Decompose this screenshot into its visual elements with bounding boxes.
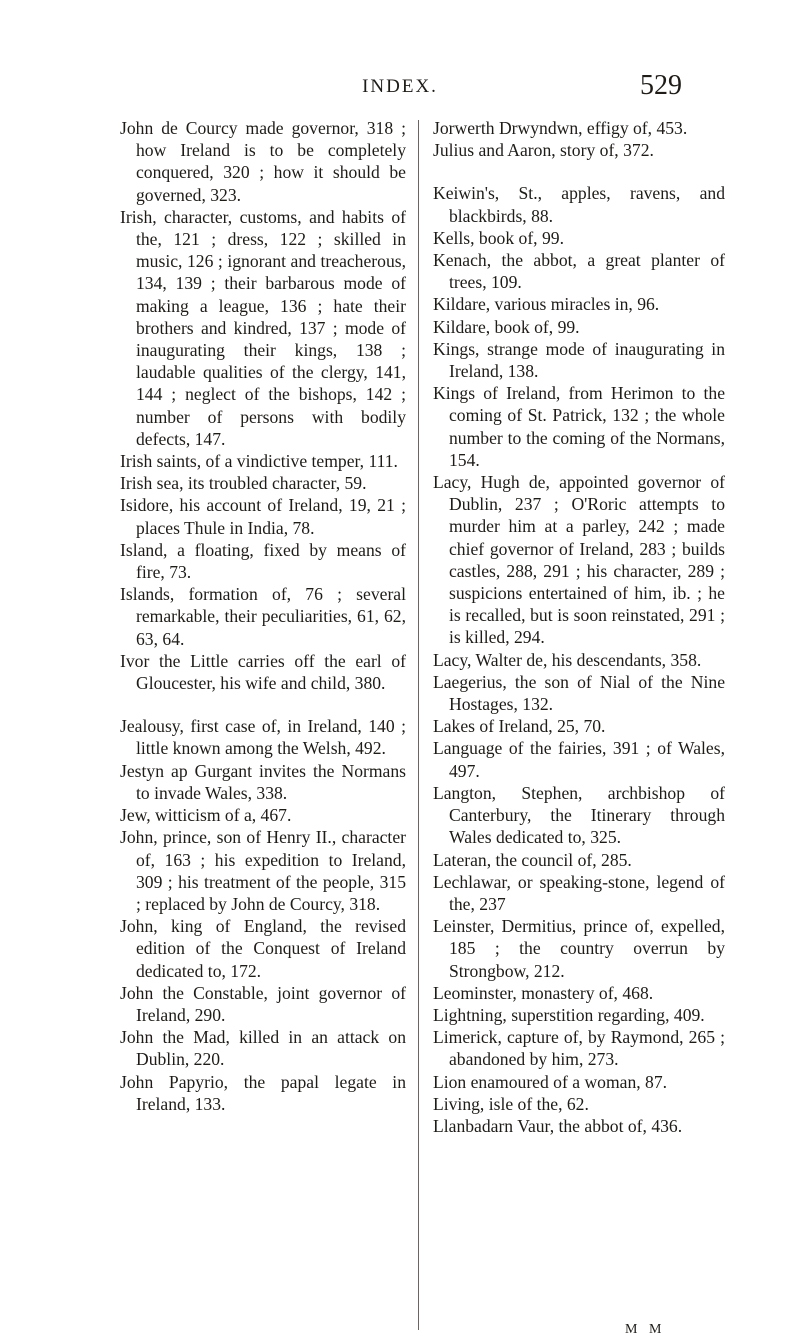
index-entry: John the Constable, joint governor of Ireland, 290. bbox=[120, 982, 406, 1025]
index-entry: Jealousy, first case of, in Ireland, 140 ; little known among the Welsh, 492. bbox=[120, 716, 406, 759]
index-entry: John de Courcy made governor, 318 ; how Ireland is to be completely conquered, 320 ; how it should be governed, 323. bbox=[120, 118, 406, 205]
column-divider bbox=[418, 120, 419, 1330]
index-entry: Limerick, capture of, by Raymond, 265 ; abandoned by him, 273. bbox=[433, 1027, 725, 1070]
signature-mark: M M bbox=[625, 1322, 666, 1337]
index-entry: Island, a floating, fixed by means of fire, 73. bbox=[120, 539, 406, 583]
index-entry: Lateran, the council of, 285. bbox=[433, 849, 632, 870]
index-entry: Ivor the Little carries off the earl of Gloucester, his wife and child, 380. bbox=[120, 650, 406, 694]
index-entry: Lacy, Walter de, his descendants, 358. bbox=[433, 649, 702, 670]
index-entry: Isidore, his account of Ireland, 19, 21 ; places Thule in India, 78. bbox=[120, 495, 406, 538]
index-entry: Lightning, superstition regarding, 409. bbox=[433, 1004, 705, 1025]
index-entry: Jestyn ap Gurgant invites the Normans to invade Wales, 338. bbox=[120, 760, 406, 803]
index-entry: Leinster, Dermitius, prince of, expelled, 185 ; the country overrun by Strongbow, 212. bbox=[433, 916, 725, 981]
index-entry: John, prince, son of Henry II., character of, 163 ; his expedition to Ireland, 309 ; his treatment of the people, 315 ; replaced by John de Courcy, 318. bbox=[120, 827, 406, 914]
index-entry: Kildare, book of, 99. bbox=[433, 316, 580, 337]
index-column-left bbox=[120, 117, 406, 1115]
index-entry: Language of the fairies, 391 ; of Wales, 497. bbox=[433, 738, 725, 781]
index-entry: Jorwerth Drwyndwn, effigy of, 453. bbox=[433, 118, 688, 138]
index-entry: Irish saints, of a vindictive temper, 111. bbox=[120, 451, 398, 472]
page-header bbox=[0, 70, 800, 110]
index-entry: Islands, formation of, 76 ; several remarkable, their peculiarities, 61, 62, 63, 64. bbox=[120, 584, 406, 649]
index-entry: Living, isle of the, 62. bbox=[433, 1093, 589, 1114]
index-entry: Lacy, Hugh de, appointed governor of Dublin, 237 ; O'Roric attempts to murder him at a parley, 242 ; made chief governor of Ireland, 283 ; builds castles, 288, 291 ; his character, 289 ; suspicions entertained of him, ib. ; he is recalled, but is soon reinstated, 291 ; is killed, 294. bbox=[433, 472, 725, 648]
index-entry: Irish sea, its troubled character, 59. bbox=[120, 473, 367, 494]
index-entry: John, king of England, the revised edition of the Conquest of Ireland dedicated to, 172. bbox=[120, 916, 406, 981]
index-entry: Laegerius, the son of Nial of the Nine Hostages, 132. bbox=[433, 671, 725, 715]
index-entry: John Papyrio, the papal legate in Ireland, 133. bbox=[120, 1071, 406, 1114]
index-entry: Kenach, the abbot, a great planter of trees, 109. bbox=[433, 250, 725, 293]
index-entry: John the Mad, killed in an attack on Dublin, 220. bbox=[120, 1027, 406, 1070]
index-entry: Lakes of Ireland, 25, 70. bbox=[433, 716, 606, 737]
index-entry: Langton, Stephen, archbishop of Canterbury, the Itinerary through Wales dedicated to, 325. bbox=[433, 782, 725, 848]
index-entry: Kings of Ireland, from Herimon to the coming of St. Patrick, 132 ; the whole number to the coming of the Normans, 154. bbox=[433, 383, 725, 470]
index-entry: Llanbadarn Vaur, the abbot of, 436. bbox=[433, 1115, 683, 1136]
page-number: 529 bbox=[640, 70, 682, 101]
index-entry: Julius and Aaron, story of, 372. bbox=[433, 140, 654, 161]
index-entry: Jew, witticism of a, 467. bbox=[120, 805, 292, 826]
index-entry: Lechlawar, or speaking-stone, legend of the, 237 bbox=[433, 871, 725, 914]
running-head: INDEX. bbox=[362, 76, 438, 97]
index-entry: Kings, strange mode of inaugurating in Ireland, 138. bbox=[433, 338, 725, 382]
index-entry: Kildare, various miracles in, 96. bbox=[433, 294, 660, 315]
index-column-right bbox=[433, 117, 725, 1137]
index-entry: Kells, book of, 99. bbox=[433, 227, 564, 248]
index-entry: Lion enamoured of a woman, 87. bbox=[433, 1071, 668, 1092]
index-entry: Irish, character, customs, and habits of the, 121 ; dress, 122 ; skilled in music, 126 ; ignorant and treacherous, 134, 139 ; their barbarous mode of making a league, 136 ; hate their brothers and kindred, 137 ; mode of inaugurating their kings, 138 ; laudable qualities of the clergy, 141, 144 ; neglect of the bishops, 142 ; number of persons with bodily defects, 147. bbox=[120, 206, 406, 449]
index-entry: Leominster, monastery of, 468. bbox=[433, 982, 654, 1003]
index-entry: Keiwin's, St., apples, ravens, and blackbirds, 88. bbox=[433, 183, 725, 226]
